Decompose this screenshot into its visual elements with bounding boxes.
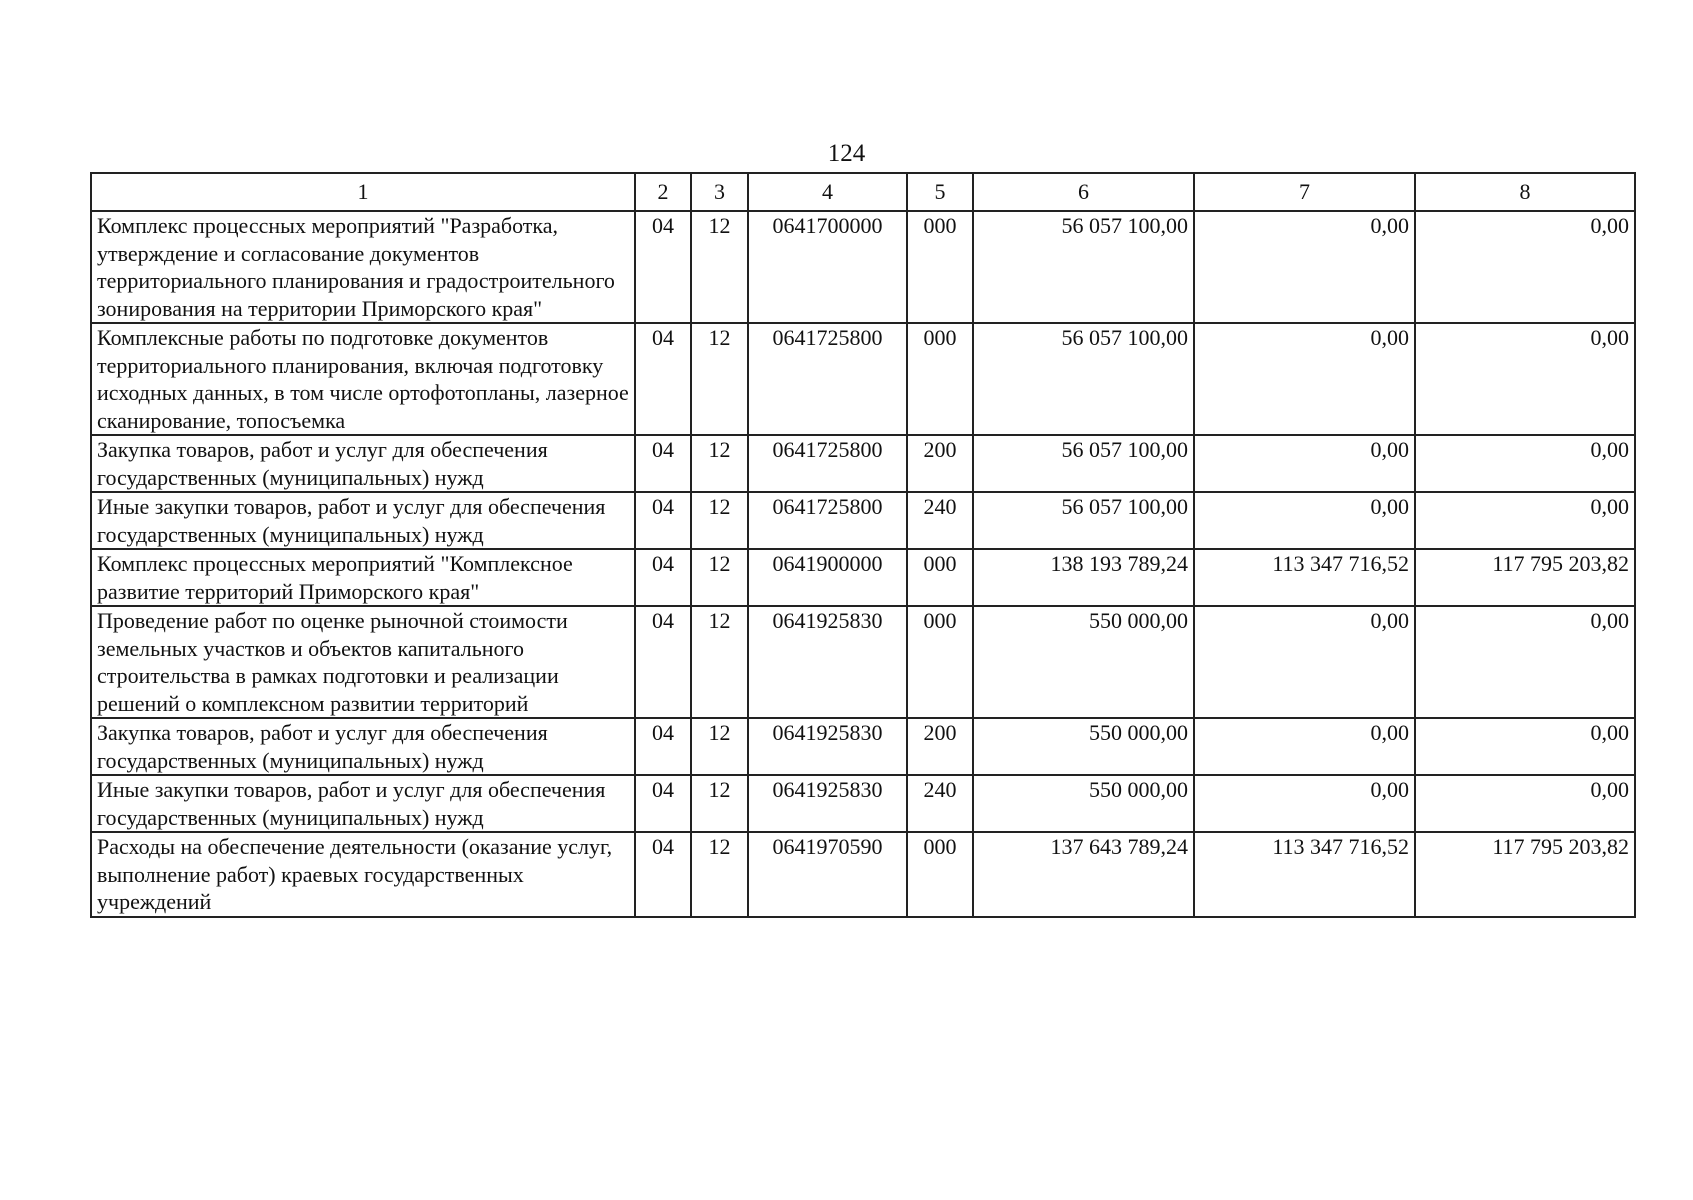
- table-header-row: [91, 173, 1635, 211]
- column-header-3: 3: [691, 173, 748, 211]
- row-code-4: 0641900000: [748, 549, 907, 606]
- budget-table: [90, 172, 1636, 918]
- row-name: Закупка товаров, работ и услуг для обеспечения государственных (муниципальных) нужд: [91, 435, 635, 492]
- row-amount-6: 550 000,00: [973, 606, 1194, 718]
- row-code-2: 04: [635, 832, 691, 917]
- row-code-5: 000: [907, 549, 973, 606]
- row-code-2: 04: [635, 492, 691, 549]
- table-row: [91, 832, 1635, 917]
- row-code-4: 0641970590: [748, 832, 907, 917]
- row-amount-8: 0,00: [1415, 323, 1635, 435]
- row-code-2: 04: [635, 606, 691, 718]
- row-amount-8: 0,00: [1415, 775, 1635, 832]
- row-code-2: 04: [635, 775, 691, 832]
- row-amount-6: 138 193 789,24: [973, 549, 1194, 606]
- column-header-7: 7: [1194, 173, 1415, 211]
- row-amount-7: 0,00: [1194, 323, 1415, 435]
- table-row: [91, 775, 1635, 832]
- row-amount-6: 56 057 100,00: [973, 492, 1194, 549]
- table-row: [91, 211, 1635, 323]
- row-name: Иные закупки товаров, работ и услуг для обеспечения государственных (муниципальных) нужд: [91, 492, 635, 549]
- row-amount-7: 0,00: [1194, 492, 1415, 549]
- row-name: Проведение работ по оценке рыночной стоимости земельных участков и объектов капитального строительства в рамках подготовки и реализации решений о комплексном развитии территорий: [91, 606, 635, 718]
- row-code-3: 12: [691, 718, 748, 775]
- row-code-3: 12: [691, 832, 748, 917]
- row-amount-7: 0,00: [1194, 718, 1415, 775]
- row-name: Комплекс процессных мероприятий "Разработка, утверждение и согласование документов территориального планирования и градостроительного зонирования на территории Приморского края": [91, 211, 635, 323]
- row-code-5: 200: [907, 718, 973, 775]
- row-amount-8: 0,00: [1415, 606, 1635, 718]
- row-name: Комплекс процессных мероприятий "Комплексное развитие территорий Приморского края": [91, 549, 635, 606]
- row-code-2: 04: [635, 211, 691, 323]
- row-code-5: 000: [907, 211, 973, 323]
- table-row: [91, 718, 1635, 775]
- row-amount-7: 0,00: [1194, 211, 1415, 323]
- row-code-5: 000: [907, 832, 973, 917]
- row-amount-8: 0,00: [1415, 718, 1635, 775]
- row-code-4: 0641725800: [748, 435, 907, 492]
- row-code-3: 12: [691, 606, 748, 718]
- row-code-3: 12: [691, 211, 748, 323]
- row-code-5: 240: [907, 775, 973, 832]
- row-code-3: 12: [691, 549, 748, 606]
- row-amount-8: 0,00: [1415, 211, 1635, 323]
- table-row: [91, 549, 1635, 606]
- row-code-5: 000: [907, 323, 973, 435]
- row-amount-8: 0,00: [1415, 435, 1635, 492]
- row-code-4: 0641700000: [748, 211, 907, 323]
- row-code-4: 0641925830: [748, 775, 907, 832]
- column-header-1: 1: [91, 173, 635, 211]
- row-amount-6: 550 000,00: [973, 718, 1194, 775]
- column-header-5: 5: [907, 173, 973, 211]
- column-header-6: 6: [973, 173, 1194, 211]
- row-amount-6: 56 057 100,00: [973, 323, 1194, 435]
- table-row: [91, 435, 1635, 492]
- row-amount-7: 113 347 716,52: [1194, 832, 1415, 917]
- row-name: Иные закупки товаров, работ и услуг для обеспечения государственных (муниципальных) нужд: [91, 775, 635, 832]
- row-amount-8: 117 795 203,82: [1415, 549, 1635, 606]
- row-code-2: 04: [635, 435, 691, 492]
- row-amount-7: 113 347 716,52: [1194, 549, 1415, 606]
- row-code-3: 12: [691, 775, 748, 832]
- row-code-2: 04: [635, 323, 691, 435]
- row-amount-7: 0,00: [1194, 435, 1415, 492]
- row-code-4: 0641925830: [748, 606, 907, 718]
- column-header-2: 2: [635, 173, 691, 211]
- row-code-4: 0641925830: [748, 718, 907, 775]
- row-amount-6: 550 000,00: [973, 775, 1194, 832]
- row-code-3: 12: [691, 492, 748, 549]
- row-code-2: 04: [635, 549, 691, 606]
- column-header-8: 8: [1415, 173, 1635, 211]
- row-amount-6: 56 057 100,00: [973, 435, 1194, 492]
- table-row: [91, 606, 1635, 718]
- table-row: [91, 492, 1635, 549]
- row-code-3: 12: [691, 435, 748, 492]
- row-code-4: 0641725800: [748, 492, 907, 549]
- row-code-4: 0641725800: [748, 323, 907, 435]
- row-amount-7: 0,00: [1194, 775, 1415, 832]
- row-code-2: 04: [635, 718, 691, 775]
- row-amount-7: 0,00: [1194, 606, 1415, 718]
- page-number: 124: [827, 140, 866, 167]
- row-code-5: 200: [907, 435, 973, 492]
- row-name: Закупка товаров, работ и услуг для обеспечения государственных (муниципальных) нужд: [91, 718, 635, 775]
- row-amount-6: 137 643 789,24: [973, 832, 1194, 917]
- row-name: Расходы на обеспечение деятельности (оказание услуг, выполнение работ) краевых государственных учреждений: [91, 832, 635, 917]
- row-amount-8: 0,00: [1415, 492, 1635, 549]
- row-amount-8: 117 795 203,82: [1415, 832, 1635, 917]
- row-code-5: 240: [907, 492, 973, 549]
- column-header-4: 4: [748, 173, 907, 211]
- table-row: [91, 323, 1635, 435]
- row-code-5: 000: [907, 606, 973, 718]
- row-code-3: 12: [691, 323, 748, 435]
- row-amount-6: 56 057 100,00: [973, 211, 1194, 323]
- row-name: Комплексные работы по подготовке документов территориального планирования, включая подготовку исходных данных, в том числе ортофотопланы, лазерное сканирование, топосъемка: [91, 323, 635, 435]
